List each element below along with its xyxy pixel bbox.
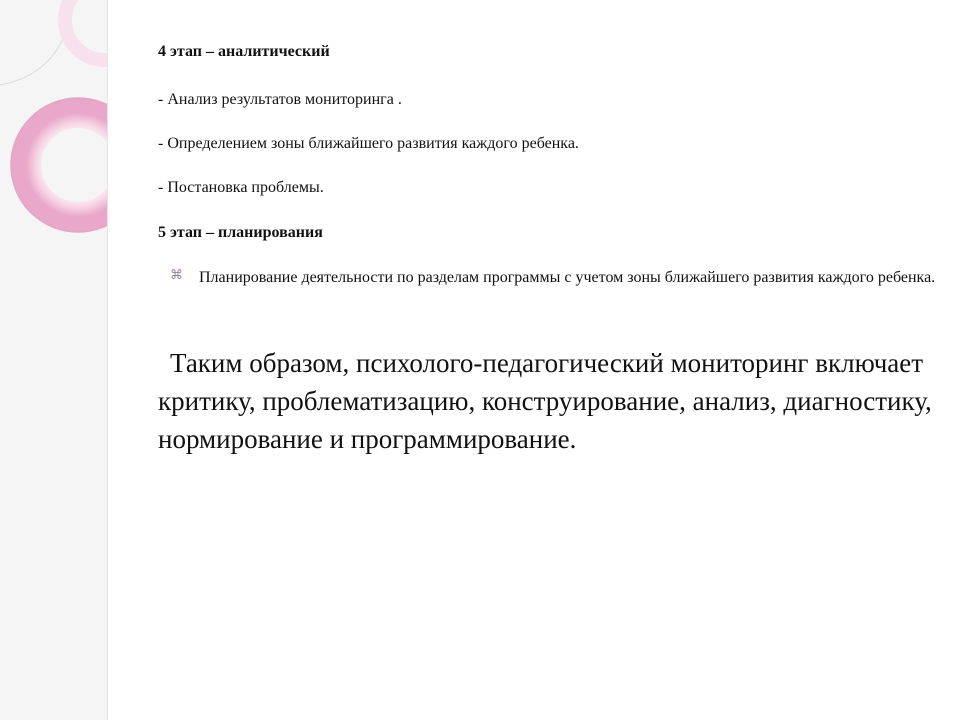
summary-paragraph: Таким образом, психолого-педагогический мониторинг включает критику, проблематизацию, конструирование, анализ, диагностику, нормирование и программирование. xyxy=(158,348,932,454)
stage4-item-problem: - Постановка проблемы. xyxy=(158,179,324,196)
stage4-item-zone: - Определением зоны ближайшего развития каждого ребенка. xyxy=(158,135,579,152)
decorative-ring-top xyxy=(65,0,107,60)
decorative-rings-graphic xyxy=(0,0,107,720)
stage4-item-analysis: - Анализ результатов мониторинга . xyxy=(158,91,402,108)
stage5-heading: 5 этап – планирования xyxy=(158,224,323,241)
stage5-bullet-text: Планирование деятельности по разделам программы с учетом зоны ближайшего развития каждого ребенка. xyxy=(199,269,936,286)
decorative-ring-large xyxy=(26,113,107,217)
stage5-bullet-item xyxy=(170,266,940,289)
decorative-side-panel xyxy=(0,0,108,720)
bullet-icon: ⌘ xyxy=(170,267,183,282)
stage4-heading: 4 этап – аналитический xyxy=(158,43,330,60)
